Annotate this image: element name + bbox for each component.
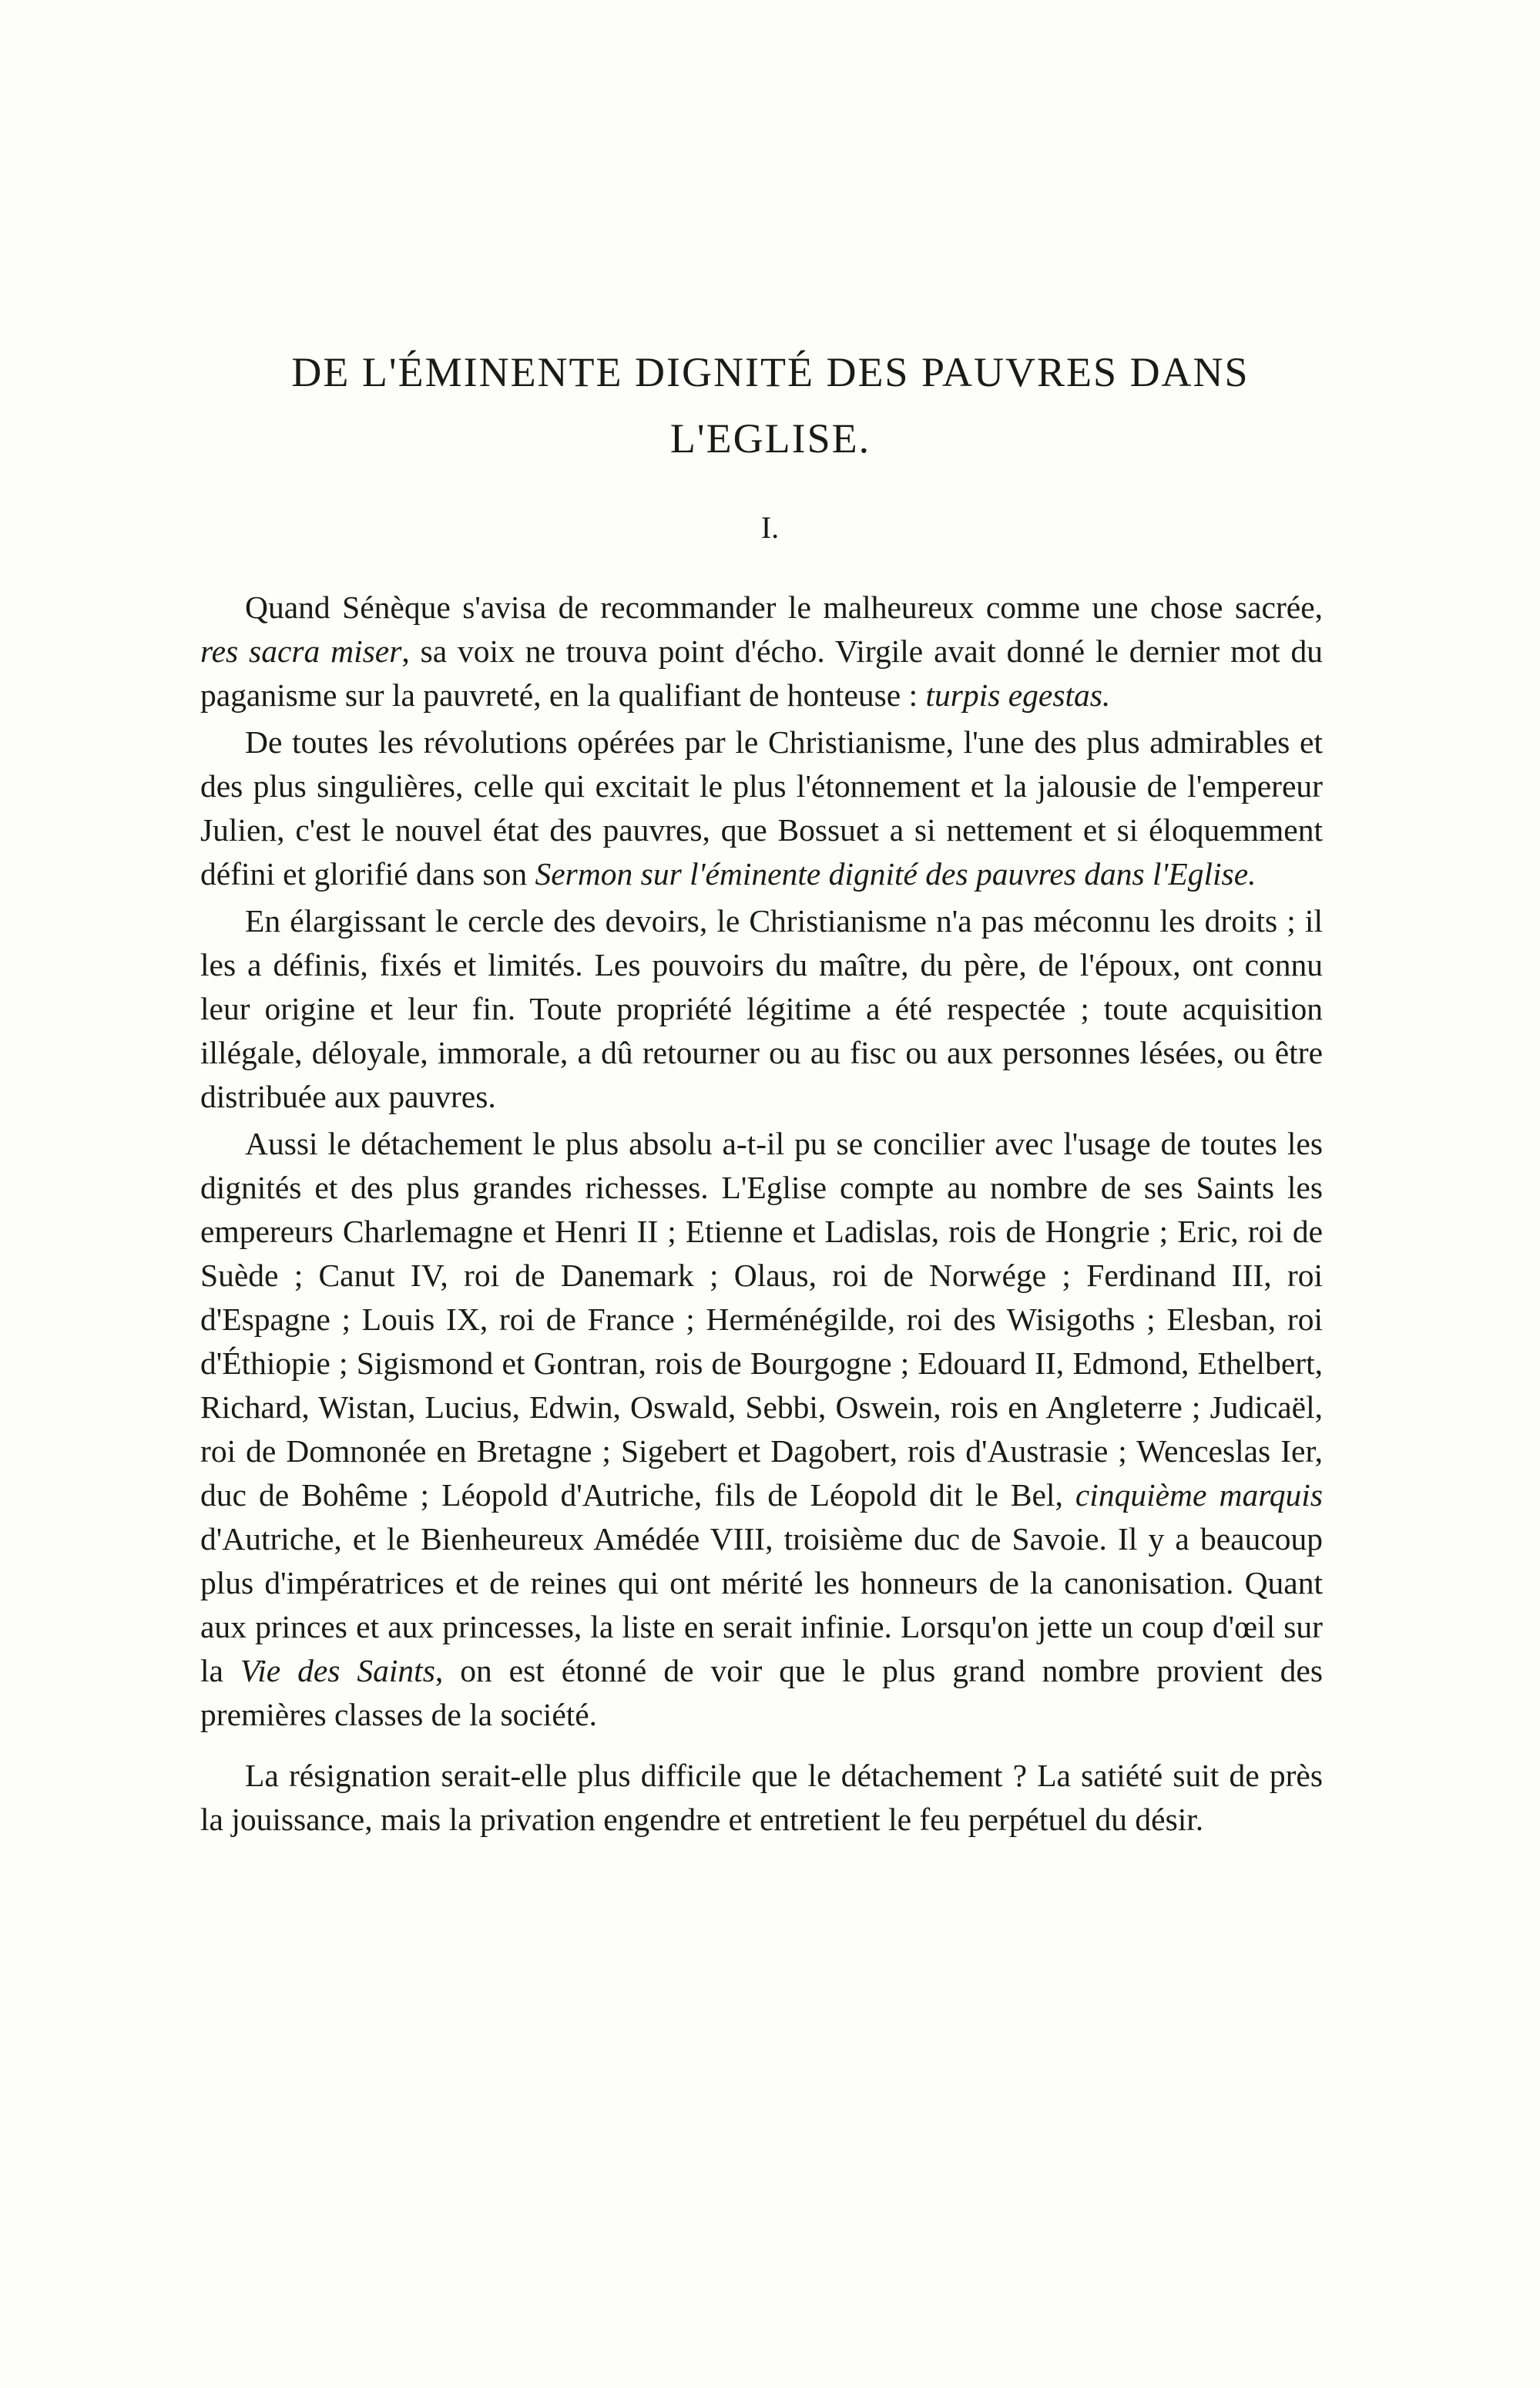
paragraph-4-text-a: Aussi le détachement le plus absolu a-t-il pu se concilier avec l'usage de toutes les dignités et des plus grandes richesses. L'Eglise compte au nombre de ses Saints les empereurs Charlemagne et Henri II ; Etienne et Ladislas, rois de Hongrie ; Eric, roi de Suède ; Canut IV, roi de Danemark ; Olaus, roi de Norwége ; Ferdinand III, roi d'Espagne ; Louis IX, roi de France ; Herménégilde, roi des Wisigoths ; Elesban, roi d'Éthiopie ; Sigismond et Gontran, rois de Bourgogne ; Edouard II, Edmond, Ethelbert, Richard, Wistan, Lucius, Edwin, Oswald, Sebbi, Oswein, rois en Angleterre ; Judicaël, roi de Domnonée en Bretagne ; Sigebert et Dagobert, rois d'Austrasie ; Wenceslas Ier, duc de Bohême ; Léopold d'Autriche, fils de Léopold dit le Bel,: [200, 1126, 1323, 1513]
paragraph-2-italic-a: Sermon sur l'éminente dignité des pauvres dans l'Eglise.: [535, 856, 1256, 892]
paragraph-1-italic-b: turpis egestas.: [925, 677, 1111, 713]
paragraph-5: La résignation serait-elle plus difficile que le détachement ? La satiété suit de près la jouissance, mais la privation engendre et entretient le feu perpétuel du désir.: [200, 1758, 1323, 1837]
paragraph-4-text-c: , on est étonné de voir que le plus grand nombre provient des premières classes de la société.: [200, 1653, 1324, 1732]
paragraph-1-italic-a: res sacra miser: [200, 633, 402, 669]
paragraph-1-text-b: , sa voix ne trouva point d'écho. Virgile avait donné le dernier mot du paganisme sur la pauvreté, en la qualifiant de honteuse :: [200, 633, 1324, 713]
section-number: I.: [760, 510, 780, 545]
paragraph-2-text-a: De toutes les révolutions opérées par le Christianisme, l'une des plus admirables et des plus singulières, celle qui excitait le plus l'étonnement et la jalousie de l'empereur Julien, c'est le nouvel état des pauvres, que Bossuet a si nettement et si éloquemment défini et glorifié dans son: [200, 724, 1323, 892]
chapter-title: [193, 339, 1348, 472]
paragraph-1: [200, 586, 1323, 717]
paragraph-4-italic-b: Vie des Saints: [240, 1653, 435, 1688]
body-text: [200, 586, 1323, 1842]
chapter-title-line-1: DE L'ÉMINENTE DIGNITÉ DES PAUVRES DANS: [291, 349, 1250, 395]
paragraph-1-text-a: Quand Sénèque s'avisa de recommander le malheureux comme une chose sacrée,: [245, 589, 1323, 625]
paragraph-4-text-b: d'Autriche, et le Bienheureux Amédée VIII, troisième duc de Savoie. Il y a beaucoup plus d'impératrices et de reines qui ont mérité les honneurs de la canonisation. Quant aux princes et aux princesses, la liste en serait infinie. Lorsqu'on jette un coup d'œil sur la: [200, 1521, 1323, 1688]
paragraph-3: En élargissant le cercle des devoirs, le Christianisme n'a pas méconnu les droits ; il les a définis, fixés et limités. Les pouvoirs du maître, du père, de l'époux, ont connu leur origine et leur fin. Toute propriété légitime a été respectée ; toute acquisition illégale, déloyale, immorale, a dû retourner ou au fisc ou aux personnes lésées, ou être distribuée aux pauvres.: [200, 903, 1323, 1114]
paragraph-4: [200, 1122, 1323, 1737]
paragraph-4-italic-a: cinquième marquis: [1075, 1477, 1323, 1513]
chapter-title-line-2: L'EGLISE.: [669, 415, 871, 462]
paragraph-2: [200, 720, 1323, 896]
